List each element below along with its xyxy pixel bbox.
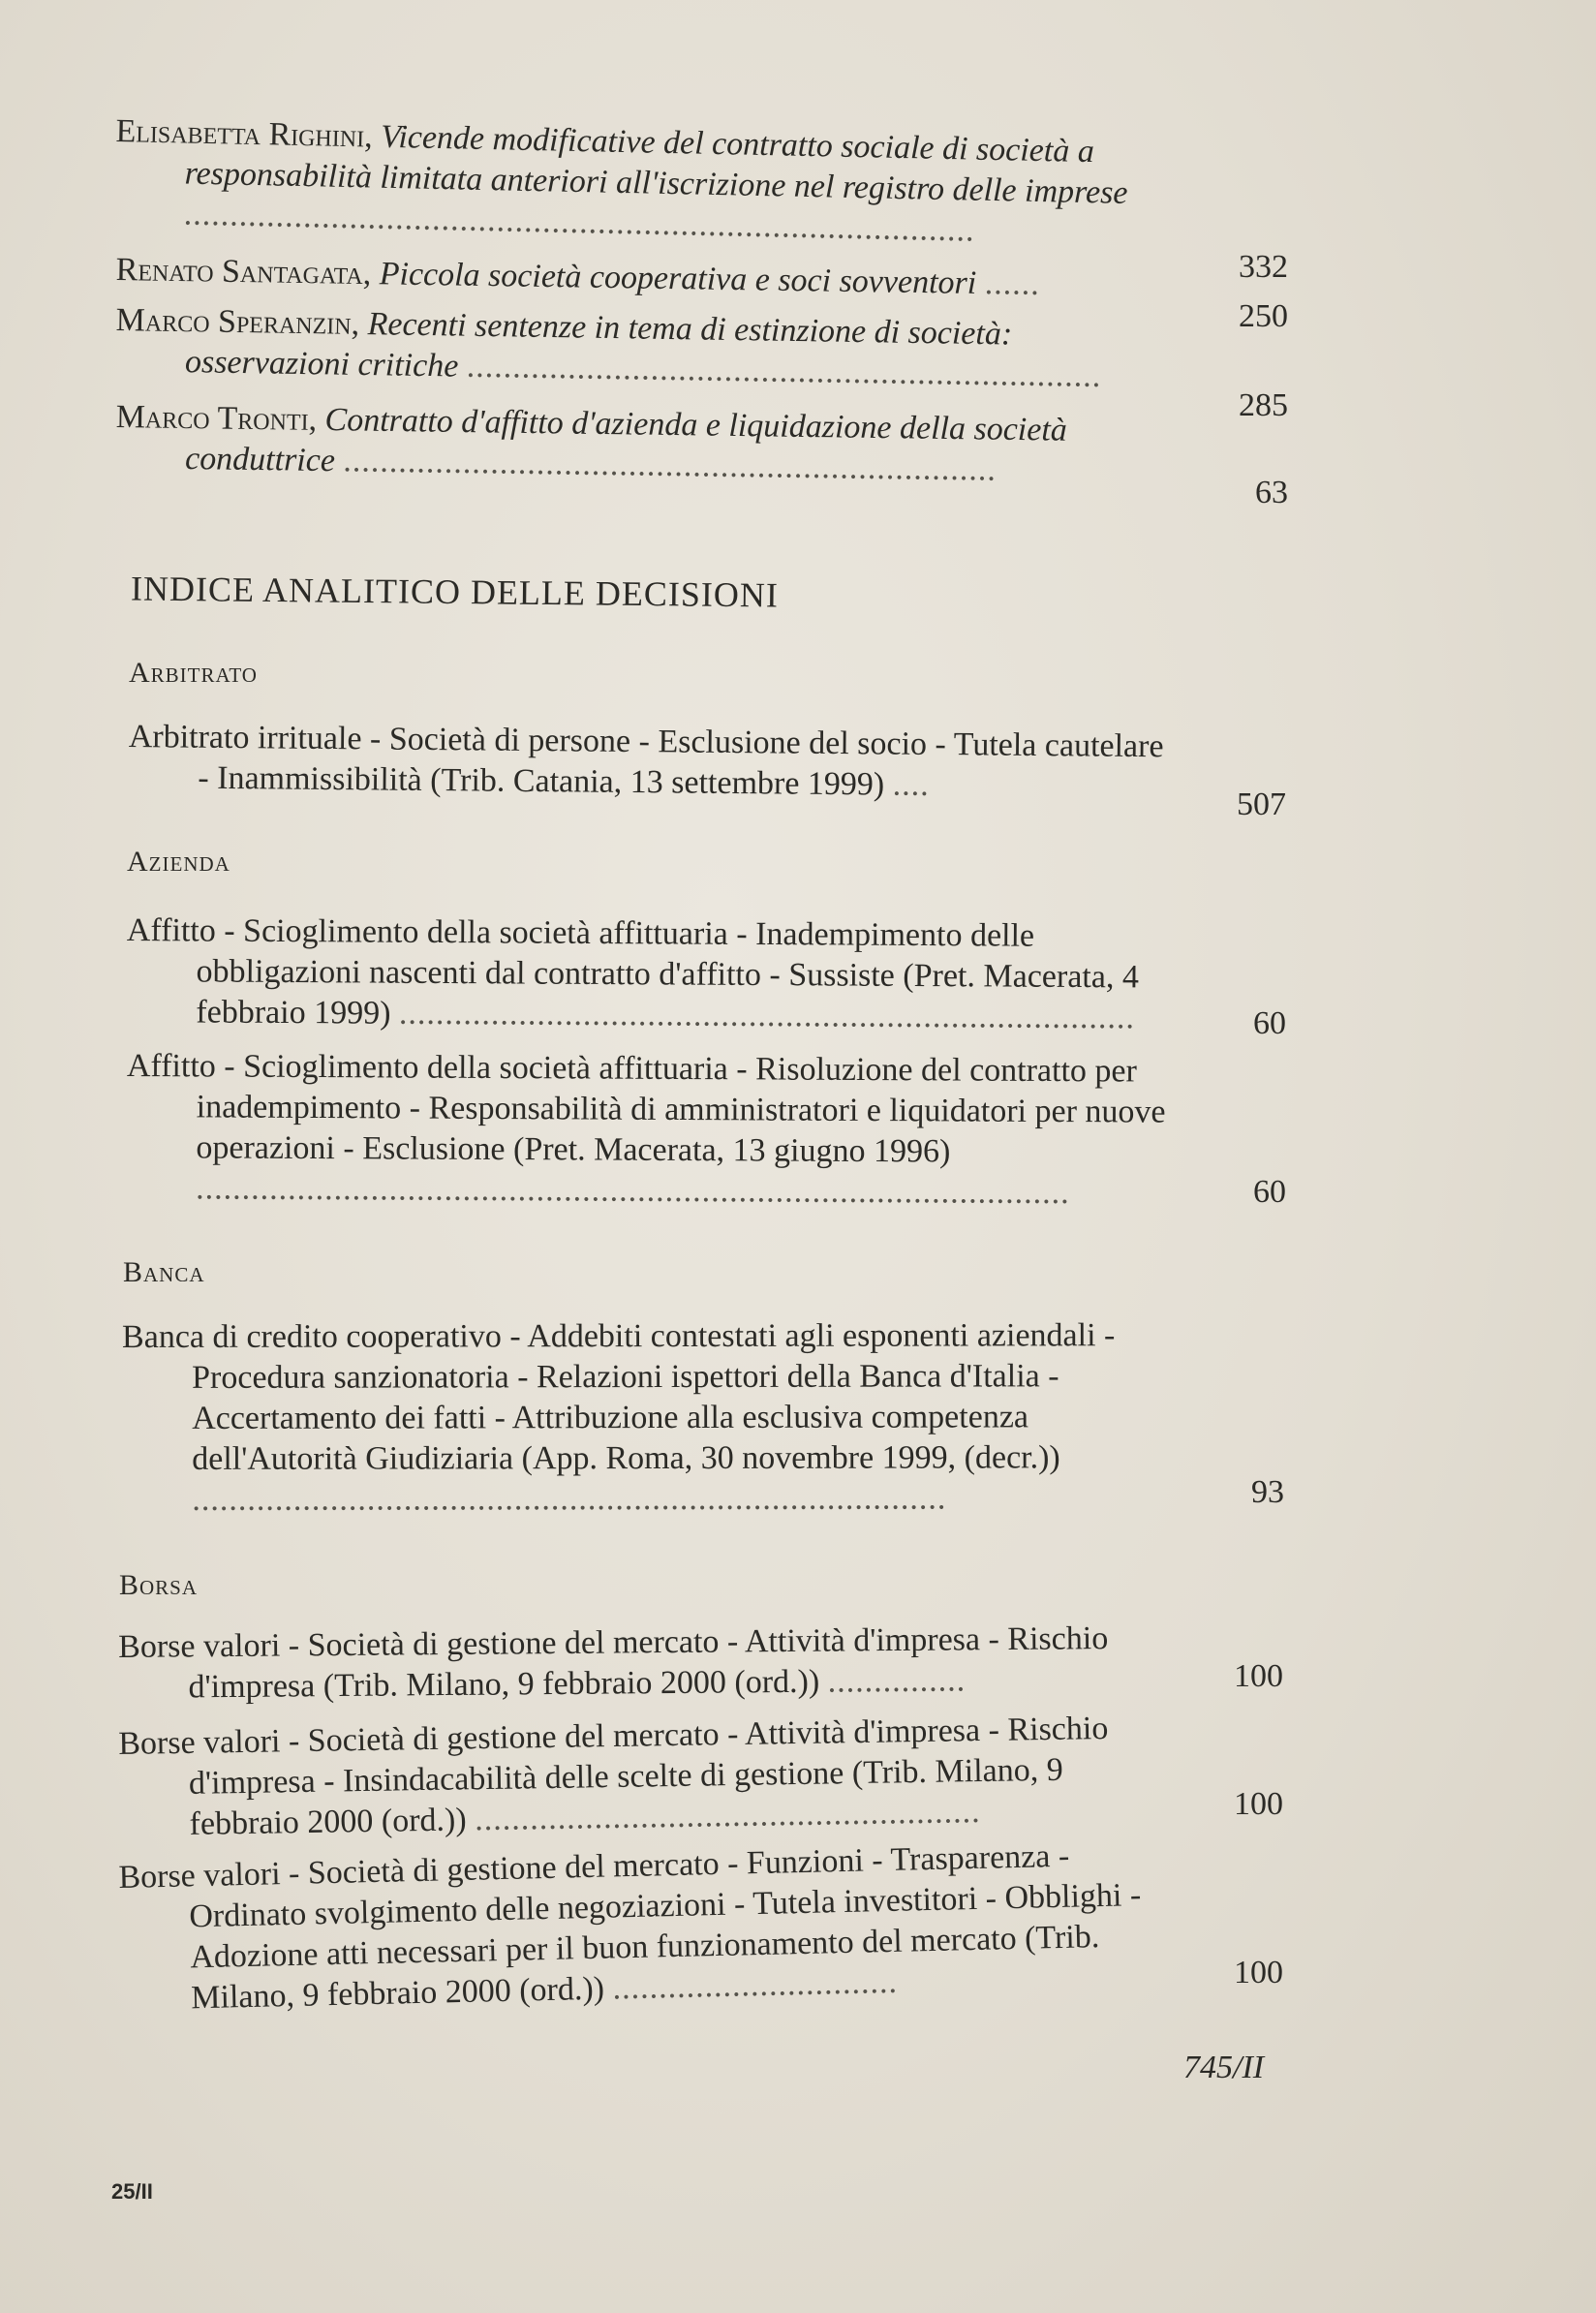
category-heading: Borsa	[119, 1569, 199, 1601]
author-name: Renato Santagata	[115, 251, 364, 293]
index-entry	[118, 1708, 1166, 1846]
page-number: 332	[1239, 249, 1288, 285]
index-entry	[122, 1315, 1168, 1521]
leader-dots: ...............	[827, 1662, 967, 1700]
category-heading: Azienda	[127, 846, 230, 878]
page-number: 100	[1234, 1658, 1283, 1694]
index-entry	[128, 717, 1175, 808]
page-number: 100	[1234, 1955, 1283, 1990]
page-number: 60	[1253, 1174, 1286, 1210]
category-banca	[122, 1317, 1284, 1530]
leader-dots: ....	[892, 766, 930, 803]
category-borsa	[118, 1620, 1283, 2034]
author-entry: Elisabetta Righini, Vicende modificative del contratto sociale di società a responsabilità limitata anteriori all'iscrizione nel registro delle imprese ......................................................................................	[115, 112, 1128, 249]
page-number: 250	[1239, 298, 1288, 334]
entry-text: Borse valori - Società di gestione del mercato - Attività d'impresa - Rischio d'impresa (Trib. Milano, 9 febbraio 2000 (ord.))	[118, 1620, 1109, 1706]
author-name: Elisabetta Righini	[115, 112, 365, 155]
category-heading: Banca	[123, 1256, 205, 1288]
entry-text: Arbitrato irrituale - Società di persone - Esclusione del socio - Tutela cautelare - Inammissibilità (Trib. Catania, 13 settembre 1999)	[128, 718, 1164, 803]
author-name: Marco Tronti	[115, 398, 309, 438]
signature-mark: 25/II	[111, 2179, 153, 2204]
leader-dots: .......................................................................	[343, 443, 998, 488]
leader-dots: ................................................................................	[398, 995, 1136, 1036]
authors-index	[116, 107, 1288, 513]
page-number: 507	[1237, 786, 1286, 822]
leader-dots: ...............................................................................................	[196, 1170, 1070, 1212]
leader-dots: ..................................................................................	[192, 1480, 947, 1518]
page-number: 285	[1239, 387, 1288, 423]
author-entry: Renato Santagata, Piccola società cooperativa e soci sovventori ......	[115, 251, 1041, 302]
category-arbitrato	[129, 717, 1286, 833]
author-entry: Marco Speranzin, Recenti sentenze in tema di estinzione di società: osservazioni critiche .....................................................................	[115, 301, 1102, 394]
leader-dots: .......................................................	[474, 1794, 981, 1838]
page-number: 93	[1251, 1474, 1284, 1510]
article-title: Vicende modificative del contratto sociale di società a responsabilità limitata anteriori all'iscrizione nel registro delle imprese	[184, 118, 1128, 211]
author-name: Marco Speranzin	[115, 301, 352, 342]
page-number: 63	[1255, 475, 1288, 510]
entry-text: Affitto - Scioglimento della società affittuaria - Inadempimento delle obbligazioni nascenti dal contratto d'affitto - Sussiste (Pret. Macerata, 4 febbraio 1999)	[126, 911, 1140, 1032]
page-number: 60	[1253, 1005, 1286, 1041]
index-entry	[126, 910, 1173, 1039]
page-footer-number: 745/II	[1183, 2050, 1265, 2085]
entry-text: Affitto - Scioglimento della società affittuaria - Risoluzione del contratto per inadempimento - Responsabilità di amministratori e liquidatori per nuove operazioni - Esclusione (Pret. Macerata, 13 giugno 1996)	[126, 1048, 1166, 1170]
leader-dots: ...............................	[612, 1963, 899, 2007]
leader-dots: .....................................................................	[466, 348, 1102, 394]
index-entry	[126, 1046, 1173, 1215]
index-entry	[118, 1834, 1168, 2020]
category-heading: Arbitrato	[129, 657, 258, 689]
article-title: Recenti sentenze in tema di estinzione di società: osservazioni critiche	[184, 306, 1013, 385]
article-title: Contratto d'affitto d'azienda e liquidazione della società conduttrice	[184, 402, 1068, 479]
leader-dots: ......	[984, 265, 1041, 302]
entry-text: Banca di credito cooperativo - Addebiti contestati agli esponenti aziendali - Procedura sanzionatoria - Relazioni ispettori della Banca d'Italia - Accertamento dei fatti - Attribuzione alla esclusiva competenza dell'Autorità Giudiziaria (App. Roma, 30 novembre 1999, (decr.))	[122, 1317, 1116, 1477]
page-number: 100	[1234, 1786, 1283, 1822]
index-entry	[118, 1619, 1165, 1709]
entry-text: Borse valori - Società di gestione del mercato - Attività d'impresa - Rischio d'impresa - Insindacabilità delle scelte di gestione (Trib. Milano, 9 febbraio 2000 (ord.))	[118, 1710, 1109, 1842]
section-title: INDICE ANALITICO DELLE DECISIONI	[130, 569, 780, 615]
leader-dots: ......................................................................................	[183, 196, 976, 249]
entry-text: Borse valori - Società di gestione del mercato - Funzioni - Trasparenza - Ordinato svolgimento delle negoziazioni - Tutela investitori - Obblighi - Adozione atti necessari per il buon funzionamento del mercato (Trib. Milano, 9 febbraio 2000 (ord.))	[118, 1837, 1142, 2017]
article-title: Piccola società cooperativa e soci sovventori	[379, 256, 977, 301]
author-entry: Marco Tronti, Contratto d'affitto d'azienda e liquidazione della società conduttrice .......................................................................	[115, 398, 1068, 488]
category-azienda	[127, 910, 1286, 1220]
